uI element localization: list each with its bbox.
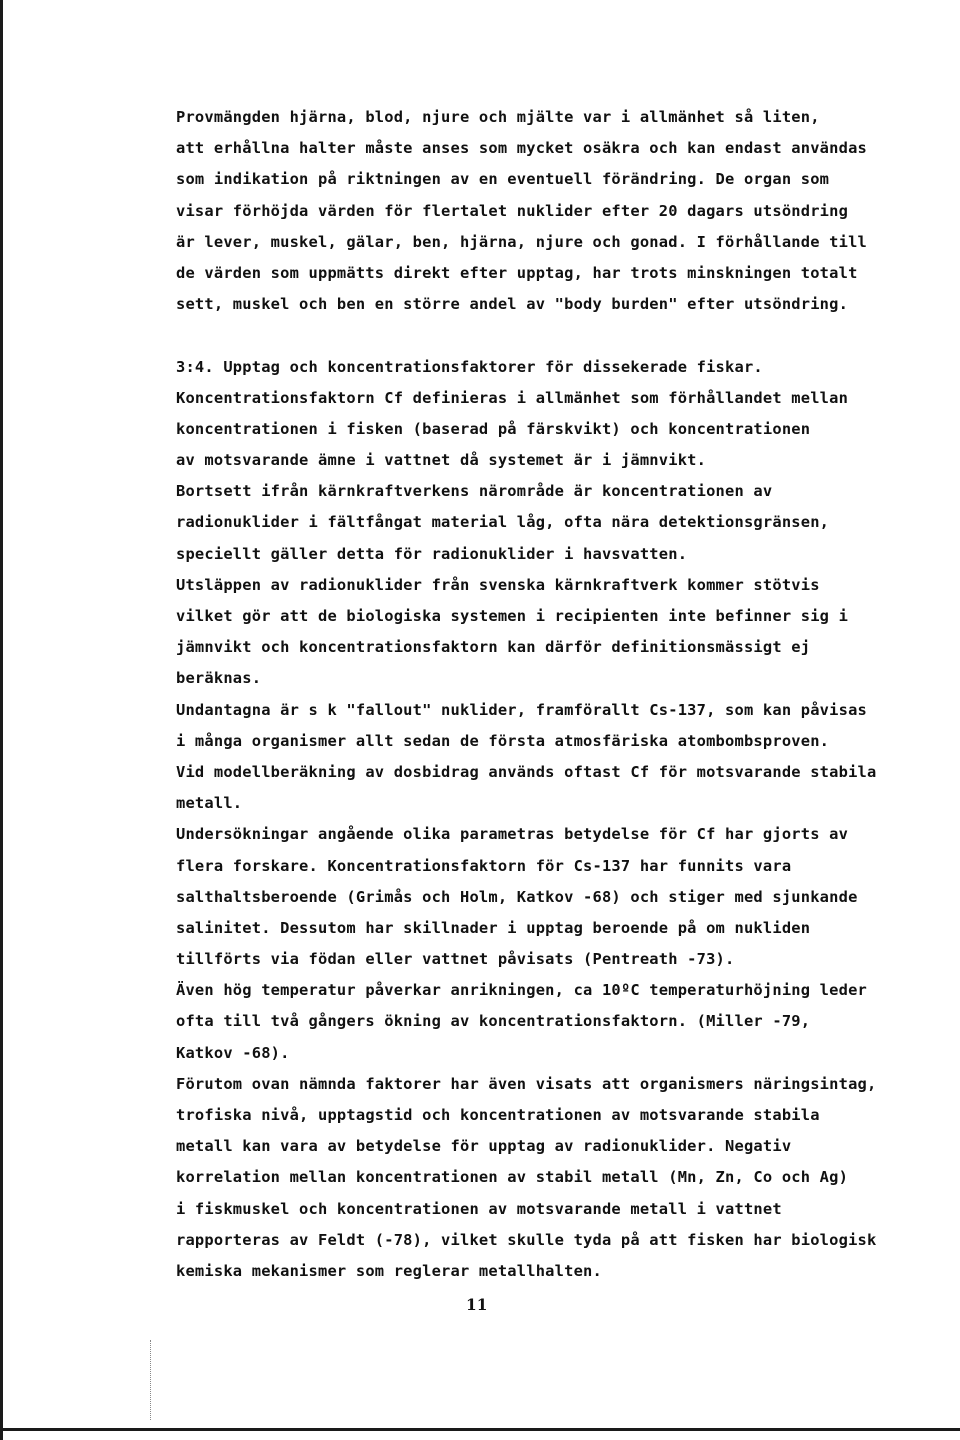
- text-line: i många organismer allt sedan de första atmosfäriska atombombsproven.: [176, 731, 830, 750]
- text-line: vilket gör att de biologiska systemen i recipienten inte befinner sig i: [176, 607, 849, 625]
- text-line: radionuklider i fältfångat material låg, ofta nära detektionsgränsen,: [176, 513, 830, 532]
- paragraph-gap: [176, 320, 916, 351]
- text-line: av motsvarande ämne i vattnet då systemet är i jämnvikt.: [176, 451, 707, 470]
- text-line: de värden som uppmätts direkt efter upptag, har trots minskningen totalt: [176, 263, 858, 282]
- page-number: 11: [466, 1296, 488, 1314]
- text-line: Koncentrationsfaktorn Cf definieras i allmänhet som förhållandet mellan: [176, 388, 849, 407]
- paragraph-body-burden: [176, 102, 916, 320]
- paragraph-concentration-factors: [176, 383, 916, 1287]
- text-line: Utsläppen av radionuklider från svenska kärnkraftverk kommer stötvis: [176, 575, 820, 594]
- text-line: speciellt gäller detta för radionuklider i havsvatten.: [176, 544, 688, 563]
- text-line: sett, muskel och ben en större andel av "body burden" efter utsöndring.: [176, 295, 849, 314]
- text-line: Provmängden hjärna, blod, njure och mjälte var i allmänhet så liten,: [176, 108, 820, 126]
- text-line: Även hög temperatur påverkar anrikningen, ca 10ºC temperaturhöjning leder: [176, 981, 868, 1000]
- text-line: Förutom ovan nämnda faktorer har även visats att organismers näringsintag,: [176, 1074, 877, 1093]
- text-line: Vid modellberäkning av dosbidrag används oftast Cf för motsvarande stabila: [176, 762, 877, 781]
- text-line: kemiska mekanismer som reglerar metallhalten.: [176, 1261, 602, 1280]
- text-line: metall kan vara av betydelse för upptag av radionuklider. Negativ: [176, 1137, 792, 1156]
- text-line: metall.: [176, 794, 243, 813]
- section-heading: 3:4. Upptag och koncentrationsfaktorer för dissekerade fiskar.: [176, 357, 763, 376]
- text-line: jämnvikt och koncentrationsfaktorn kan därför definitionsmässigt ej: [176, 638, 811, 657]
- text-line: visar förhöjda värden för flertalet nuklider efter 20 dagars utsöndring: [176, 201, 849, 220]
- text-line: Katkov -68).: [176, 1043, 290, 1062]
- document-page: [176, 102, 916, 1287]
- scan-edge-bottom: [0, 1428, 960, 1431]
- text-line: Undantagna är s k "fallout" nuklider, framförallt Cs-137, som kan påvisas: [176, 700, 868, 719]
- text-line: salinitet. Dessutom har skillnader i upptag beroende på om nukliden: [176, 918, 811, 937]
- text-line: i fiskmuskel och koncentrationen av motsvarande metall i vattnet: [176, 1199, 782, 1218]
- text-line: beräknas.: [176, 669, 262, 688]
- text-line: ofta till två gångers ökning av koncentrationsfaktorn. (Miller -79,: [176, 1012, 811, 1031]
- text-line: är lever, muskel, gälar, ben, hjärna, njure och gonad. I förhållande till: [176, 232, 868, 251]
- text-line: trofiska nivå, upptagstid och koncentrationen av motsvarande stabila: [176, 1106, 820, 1124]
- text-line: att erhållna halter måste anses som mycket osäkra och kan endast användas: [176, 139, 868, 158]
- scan-edge-left: [0, 0, 3, 1440]
- text-line: salthaltsberoende (Grimås och Holm, Katkov -68) och stiger med sjunkande: [176, 887, 858, 906]
- text-line: Bortsett ifrån kärnkraftverkens närområde är koncentrationen av: [176, 482, 773, 501]
- text-line: tillförts via födan eller vattnet påvisats (Pentreath -73).: [176, 950, 735, 969]
- text-line: som indikation på riktningen av en eventuell förändring. De organ som: [176, 170, 830, 189]
- text-line: rapporteras av Feldt (-78), vilket skulle tyda på att fisken har biologisk: [176, 1230, 877, 1249]
- text-line: koncentrationen i fisken (baserad på färskvikt) och koncentrationen: [176, 419, 811, 438]
- margin-mark: [150, 1340, 153, 1420]
- text-line: korrelation mellan koncentrationen av stabil metall (Mn, Zn, Co och Ag): [176, 1168, 849, 1187]
- text-line: Undersökningar angående olika parametras betydelse för Cf har gjorts av: [176, 825, 849, 844]
- text-line: flera forskare. Koncentrationsfaktorn för Cs-137 har funnits vara: [176, 856, 792, 875]
